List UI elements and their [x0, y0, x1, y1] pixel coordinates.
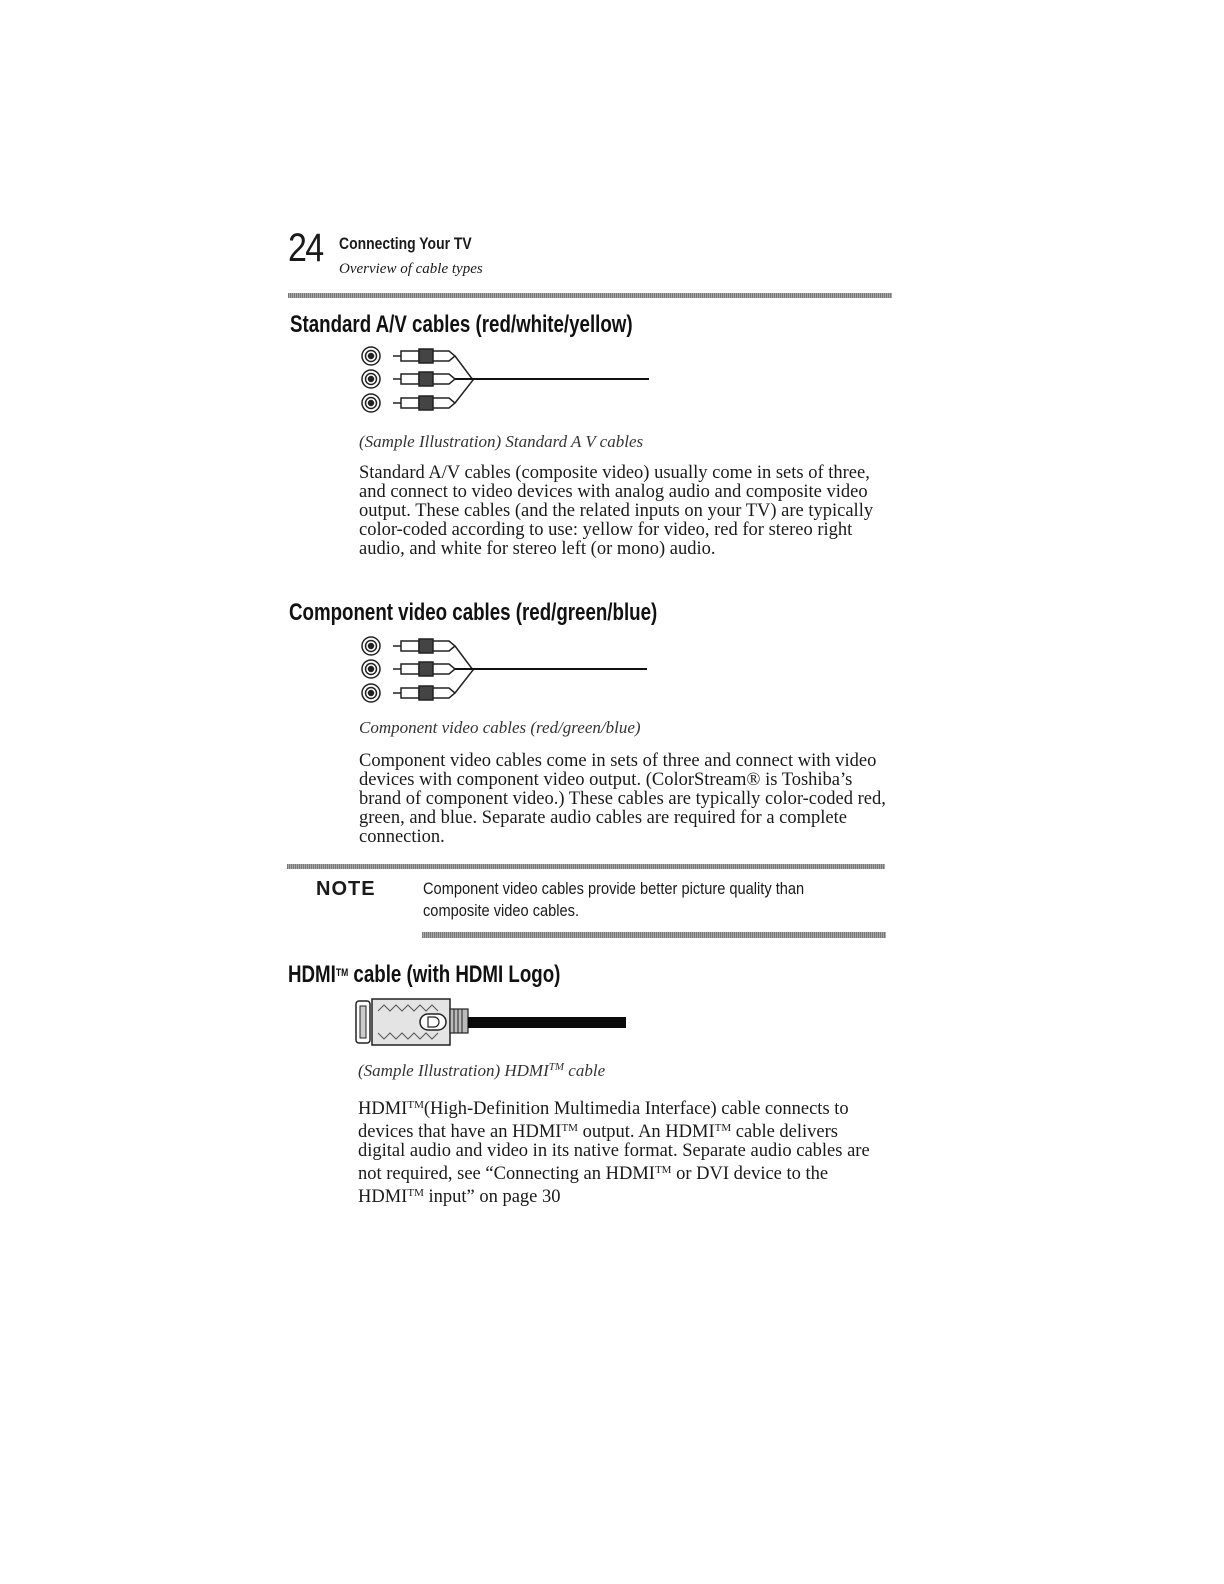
note-top-rule — [287, 864, 885, 869]
hdmi-caption-text: (Sample Illustration) HDMI — [358, 1061, 549, 1080]
component-cables-paragraph: Component video cables come in sets of three and connect with video devices with component video output. (ColorStream® is Toshiba’s brand of component video.) These cables are typically color-coded red, green, and blue. Separate audio cables are required for a complete connection. — [359, 751, 886, 847]
hdmi-heading-rest: cable (with HDMI Logo) — [348, 961, 561, 988]
note-text: Component video cables provide better picture quality than composite video cables. — [423, 879, 805, 920]
hdmi-p-4: cable delivers digital audio and video in its native format. Separate audio cables are not required, see “Connecting an HDMI — [358, 1122, 870, 1184]
hdmi-p-5: or DVI device to the HDMI — [358, 1164, 829, 1207]
hdmi-p-6: input” on page 30 — [423, 1187, 561, 1207]
av-cables-caption: (Sample Illustration) Standard A V cables — [359, 432, 644, 451]
hdmi-p-tm-4: TM — [654, 1164, 672, 1176]
hdmi-caption-tm: TM — [548, 1061, 565, 1073]
section-title: Overview of cable types — [339, 261, 483, 277]
hdmi-p-1: HDMI — [358, 1099, 408, 1119]
av-cables-illustration — [355, 346, 655, 418]
hdmi-heading-text: HDMI — [288, 961, 336, 988]
component-cables-illustration — [355, 636, 655, 708]
hdmi-p-3: output. An HDMI — [577, 1122, 715, 1142]
hdmi-cable-heading — [288, 961, 560, 989]
hdmi-p-2: (High-Definition Multimedia Interface) cable connects to devices that have an HDMI — [358, 1099, 849, 1142]
hdmi-p-tm-1: TM — [407, 1099, 424, 1111]
hdmi-caption-rest: cable — [564, 1061, 606, 1080]
page-number: 24 — [288, 226, 323, 270]
hdmi-p-tm-3: TM — [714, 1122, 732, 1134]
hdmi-p-tm-5: TM — [407, 1187, 424, 1199]
hdmi-p-tm-2: TM — [561, 1122, 578, 1134]
hdmi-cable-paragraph — [358, 1096, 888, 1207]
header-rule — [288, 293, 892, 298]
hdmi-cable-illustration — [354, 997, 629, 1045]
chapter-title: Connecting Your TV — [339, 234, 472, 253]
av-cables-heading: Standard A/V cables (red/white/yellow) — [290, 311, 633, 338]
note-label: NOTE — [316, 878, 376, 900]
component-cables-heading: Component video cables (red/green/blue) — [289, 599, 658, 626]
note-bottom-rule — [422, 932, 886, 938]
hdmi-cable-caption — [358, 1061, 605, 1081]
av-cables-paragraph: Standard A/V cables (composite video) usually come in sets of three, and connect to video devices with analog audio and composite video output. These cables (and the related inputs on your TV) are typically color-coded according to use: yellow for video, red for stereo right audio, and white for stereo left (or mono) audio. — [359, 463, 874, 559]
component-cables-caption: Component video cables (red/green/blue) — [359, 718, 641, 737]
hdmi-heading-tm: TM — [335, 967, 349, 979]
